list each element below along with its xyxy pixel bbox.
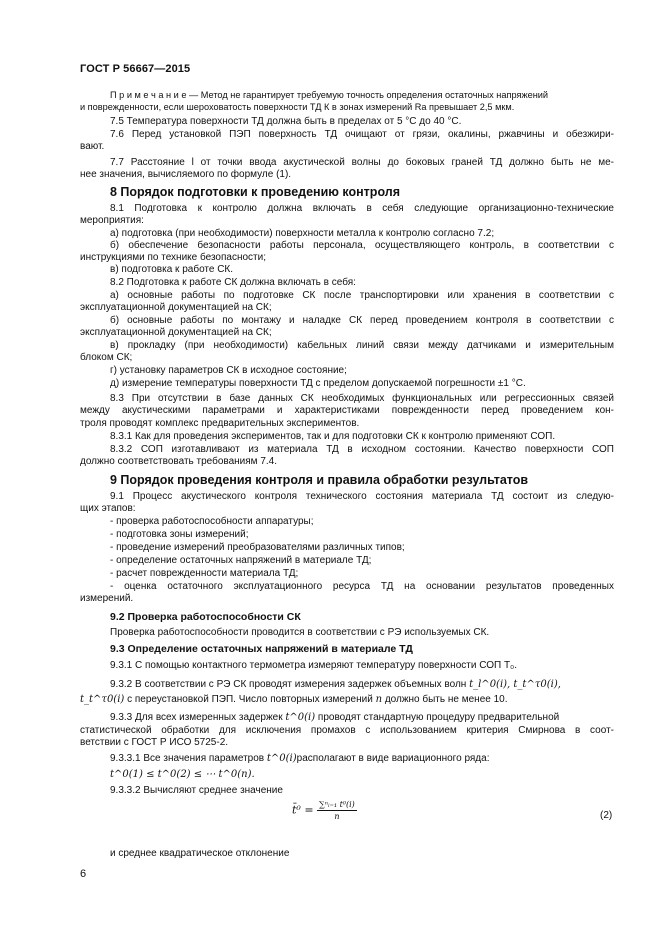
para-9-3-3-1: 9.3.3.1 Все значения параметров t^0(i)располагают в виде вариационного ряда: bbox=[110, 753, 490, 764]
para-8-3-2: 8.3.2 СОП изготавливают из материала ТД в исходном состоянии. Качество поверхности СОП bbox=[110, 444, 614, 455]
variational-series: t^0(1) ≤ t^0(2) ≤ ⋯ t^0(n). bbox=[110, 769, 255, 780]
formula-denominator: n bbox=[334, 812, 340, 821]
para-9-1-cont: щих этапов: bbox=[80, 503, 136, 514]
para-9-3-2-cont: t_t^τ0(i) с переустановкой ПЭП. Число повторных измерений n должно быть не менее 10. bbox=[80, 694, 508, 705]
note-line-1: П р и м е ч а н и е — Метод не гарантирует требуемую точность определения остаточных напряжений bbox=[110, 90, 549, 100]
para-9-1: 9.1 Процесс акустического контроля технического состояния материала ТД состоит из следую- bbox=[110, 491, 614, 502]
formula-fraction bbox=[317, 800, 357, 821]
para-9-3-3-2: 9.3.3.2 Вычисляют среднее значение bbox=[110, 785, 283, 796]
para-8-2-b-cont: эксплуатационной документацией на СК; bbox=[80, 327, 272, 338]
list-item: - оценка остаточного эксплуатационного ресурса ТД на основании результатов проведенных bbox=[110, 581, 614, 592]
subsection-9-3-heading: 9.3 Определение остаточных напряжений в материале ТД bbox=[110, 643, 413, 655]
para-tail: и среднее квадратическое отклонение bbox=[110, 848, 290, 859]
standard-header: ГОСТ Р 56667—2015 bbox=[80, 63, 191, 75]
para-8-2-d: г) установку параметров СК в исходное состояние; bbox=[110, 365, 347, 376]
para-8-3-cont1: между акустическими параметрами и характеристиками поврежденности перед проведением кон- bbox=[80, 405, 614, 416]
para-9-3-3-cont2: ветствии с ГОСТ Р ИСО 5725-2. bbox=[80, 737, 229, 748]
note-line-2: и поврежденности, если шероховатость поверхности ТД К в зонах измерений Ra превышает 2,5 мкм. bbox=[80, 102, 515, 112]
para-8-2-c-cont: блоком СК; bbox=[80, 352, 133, 363]
para-8-3-cont2: троля проводят комплекс предварительных экспериментов. bbox=[80, 418, 360, 429]
list-item: - расчет поврежденности материала ТД; bbox=[110, 568, 299, 579]
para-9-3-3-cont1: статистической обработки для исключения промахов с использованием критерия Смирнова в соот- bbox=[80, 725, 614, 736]
para-8-3: 8.3 При отсутствии в базе данных СК необходимых функциональных или регрессионных связей bbox=[110, 393, 614, 404]
para-9-3-2: 9.3.2 В соответствии с РЭ СК проводят измерения задержек объемных волн t_l^0(i), t_t^τ0(i), bbox=[110, 679, 561, 690]
para-7-7: 7.7 Расстояние l от точки ввода акустической волны до боковых граней ТД должно быть не ме- bbox=[110, 157, 614, 168]
para-8-2-c: в) прокладку (при необходимости) кабельных линий связи между датчиками и измерительным bbox=[110, 340, 614, 351]
page-number: 6 bbox=[80, 868, 87, 880]
para-8-2: 8.2 Подготовка к работе СК должна включать в себя: bbox=[110, 277, 356, 288]
list-item: - подготовка зоны измерений; bbox=[110, 529, 249, 540]
section-8-heading: 8 Порядок подготовки к проведению контроля bbox=[110, 185, 401, 199]
para-8-2-a-cont: эксплуатационной документацией на СК; bbox=[80, 302, 272, 313]
list-item: - определение остаточных напряжений в материале ТД; bbox=[110, 555, 372, 566]
subsection-9-2-heading: 9.2 Проверка работоспособности СК bbox=[110, 611, 301, 623]
para-8-1-cont: мероприятия: bbox=[80, 215, 144, 226]
para-9-3-3: 9.3.3 Для всех измеренных задержек t^0(i) проводят стандартную процедуру предварительной bbox=[110, 712, 560, 723]
para-9-3-1: 9.3.1 С помощью контактного термометра измеряют температуру поверхности СОП T₀. bbox=[110, 660, 517, 671]
para-8-1-c: в) подготовка к работе СК. bbox=[110, 264, 234, 275]
para-8-1-b-cont: инструкциями по технике безопасности; bbox=[80, 252, 266, 263]
note-label: П р и м е ч а н и е bbox=[110, 90, 187, 100]
para-7-7-cont: нее значения, вычисляемого по формуле (1). bbox=[80, 169, 292, 180]
para-8-2-b: б) основные работы по монтажу и наладке СК перед проведением контроля в соответствии с bbox=[110, 315, 614, 326]
formula-numerator: ∑ⁿᵢ₌₁ t⁰(i) bbox=[319, 800, 355, 809]
para-7-5: 7.5 Температура поверхности ТД должна быть в пределах от 5 °С до 40 °С. bbox=[110, 116, 462, 127]
equation-number: (2) bbox=[600, 810, 613, 821]
para-8-3-1: 8.3.1 Как для проведения экспериментов, так и для подготовки СК к контролю применяют СОП. bbox=[110, 431, 556, 442]
para-8-2-e: д) измерение температуры поверхности ТД с пределом допускаемой погрешности ±1 °С. bbox=[110, 378, 526, 389]
para-8-1: 8.1 Подготовка к контролю должна включать в себя следующие организационно-технические bbox=[110, 203, 614, 214]
section-9-heading: 9 Порядок проведения контроля и правила обработки результатов bbox=[110, 473, 529, 487]
formula-lhs: t̄⁰ = bbox=[292, 803, 314, 817]
para-8-1-a: а) подготовка (при необходимости) поверхности металла к контролю согласно 7.2; bbox=[110, 228, 495, 239]
para-7-6-cont: вают. bbox=[80, 141, 105, 152]
para-9-2: Проверка работоспособности проводится в соответствии с РЭ используемых СК. bbox=[110, 627, 490, 638]
para-8-3-2-cont: должно соответствовать требованиям 7.4. bbox=[80, 456, 278, 467]
list-item: - проверка работоспособности аппаратуры; bbox=[110, 516, 314, 527]
para-8-1-b: б) обеспечение безопасности работы персонала, осуществляющего контроль, в соответствии с bbox=[110, 240, 614, 251]
mean-formula bbox=[292, 800, 357, 821]
list-item-cont: измерений. bbox=[80, 593, 134, 604]
list-item: - проведение измерений преобразователями различных типов; bbox=[110, 542, 405, 553]
para-7-6: 7.6 Перед установкой ПЭП поверхность ТД очищают от грязи, окалины, ржавчины и обезжири- bbox=[110, 129, 614, 140]
para-8-2-a: а) основные работы по подготовке СК после транспортировки или хранения в соответствии с bbox=[110, 290, 614, 301]
